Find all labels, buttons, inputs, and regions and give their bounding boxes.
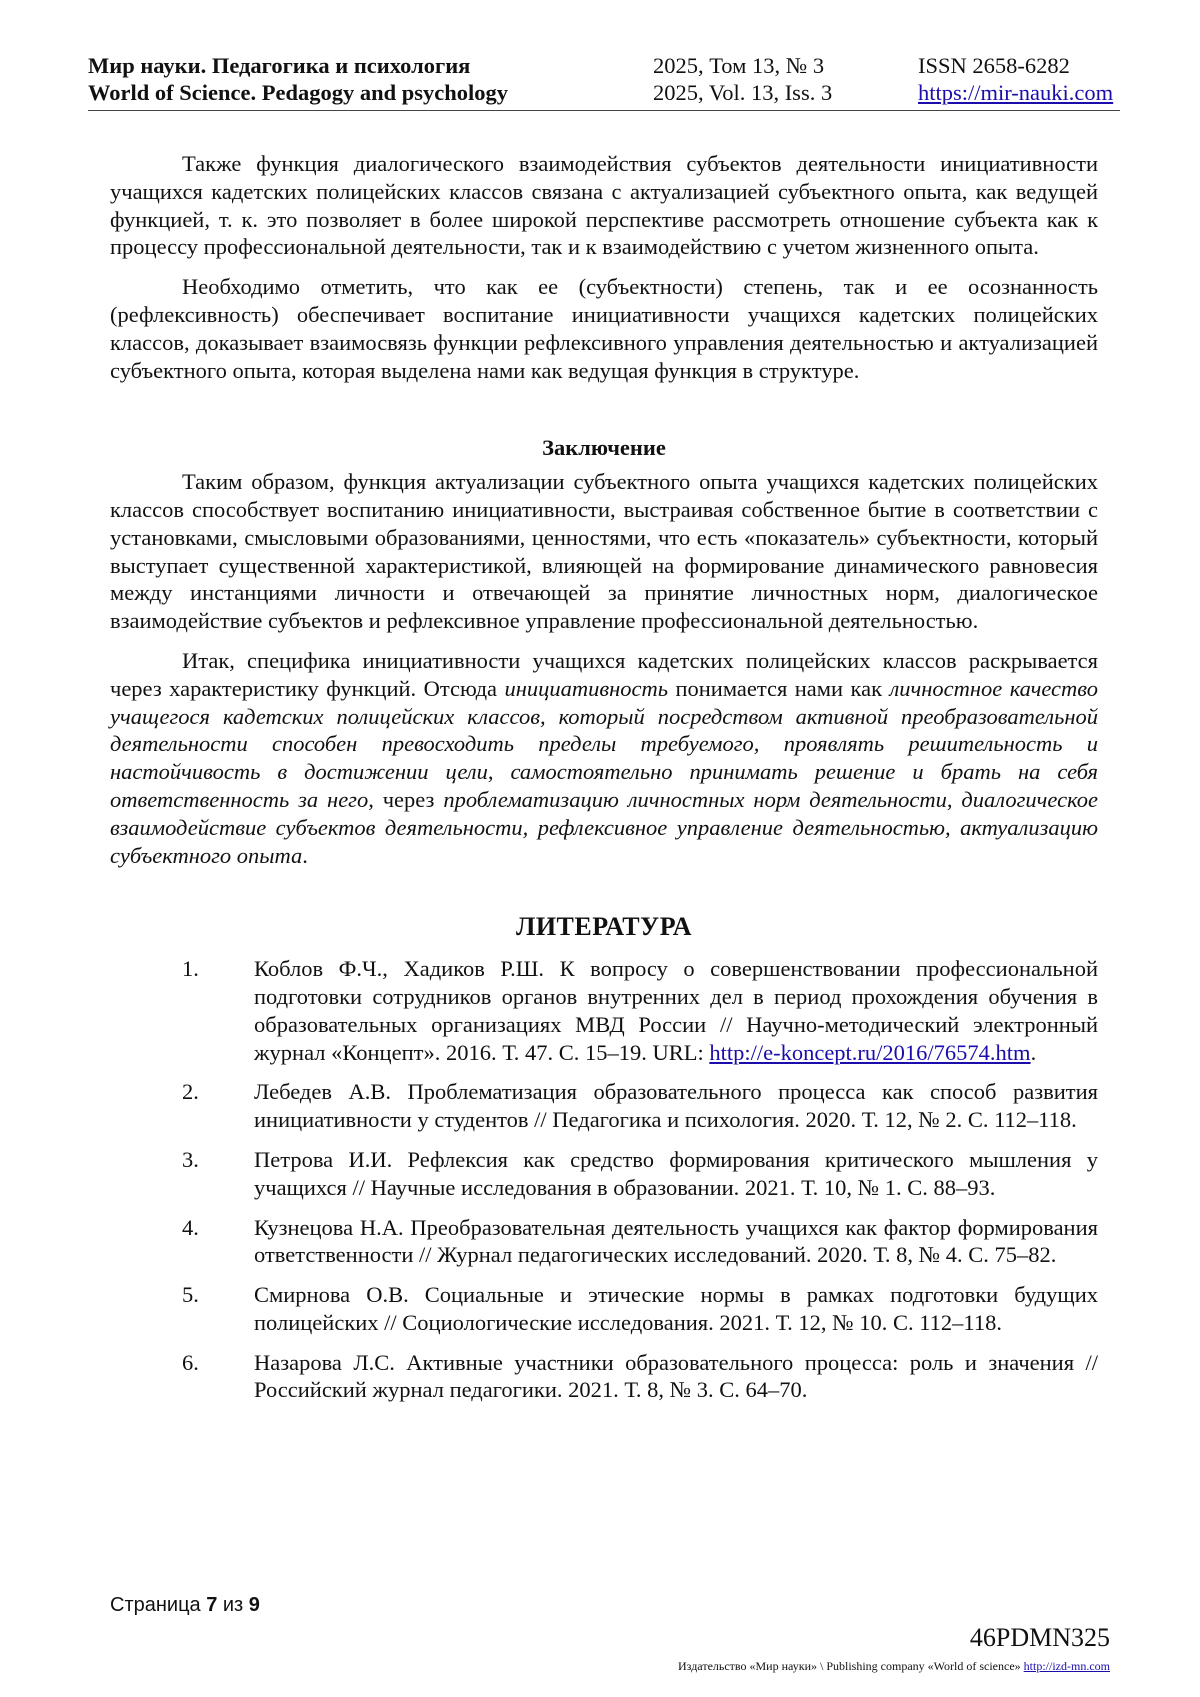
reference-item: [110, 1349, 1098, 1405]
reference-text: Кузнецова Н.А. Преобразовательная деятельность учащихся как фактор формирования ответственности // Журнал педагогических исследований. 2020. Т. 8, № 4. С. 75–82.: [254, 1214, 1098, 1268]
page-middle: из: [217, 1594, 249, 1616]
reference-number: 1.: [182, 956, 199, 982]
reference-number: 3.: [182, 1146, 199, 1172]
page-prefix: Страница: [110, 1594, 207, 1616]
p4-text-a: Итак, специфика инициативности учащихся кадетских полицейских классов раскрывается через характеристику функций. Отсюда: [110, 647, 1098, 701]
reference-item: [110, 1281, 1098, 1337]
issue-ru: 2025, Том 13, № 3: [653, 53, 825, 78]
reference-text-main: Коблов Ф.Ч., Хадиков Р.Ш. К вопросу о совершенствовании профессиональной подготовки сотрудников органов внутренних дел в период прохождения обучения в образовательных организациях МВД России // Научно-методический электронный журнал «Концепт». 2016. Т. 47. С. 15–19. URL:: [254, 956, 1098, 1065]
reference-text: Назарова Л.С. Активные участники образовательного процесса: роль и значения // Российский журнал педагогики. 2021. Т. 8, № 3. С. 64–70.: [254, 1349, 1098, 1403]
reference-item: [110, 1214, 1098, 1270]
reference-item: [110, 1146, 1098, 1202]
paragraph-2: Необходимо отметить, что как ее (субъектности) степень, так и ее осознанность (рефлексивность) обеспечивает воспитание инициативности учащихся кадетских полицейских классов, доказывает взаимосвязь функции рефлексивного управления деятельностью и актуализацией субъектного опыта, которая выделена нами как ведущая функция в структуре.: [110, 274, 1098, 383]
publisher-line: [678, 1659, 1110, 1674]
publisher-link[interactable]: http://izd-mn.com: [1023, 1659, 1110, 1673]
reference-item: [110, 955, 1098, 1066]
paragraph-4: [110, 647, 1098, 869]
journal-site-link[interactable]: https://mir-nauki.com: [918, 80, 1114, 105]
references-title: ЛИТЕРАТУРА: [515, 912, 693, 942]
reference-text: Лебедев А.В. Проблематизация образовательного процесса как способ развития инициативности у студентов // Педагогика и психология. 2020. Т. 12, № 2. С. 112–118.: [254, 1079, 1098, 1133]
p4-text-e: через: [373, 786, 444, 812]
journal-title-ru: Мир науки. Педагогика и психология: [88, 53, 471, 78]
journal-title-en: World of Science. Pedagogy and psychology: [88, 80, 509, 105]
article-body: [110, 150, 1098, 1416]
reference-text: [254, 955, 1098, 1066]
p4-italic-definition: личностное качество учащегося кадетских полицейских классов, который посредством активной преобразовательной деятельности способен превосходить пределы требуемого, проявлять решительность и настойчивость в достижении цели, самостоятельно принимать решение и брать на себя ответственность за него,: [110, 675, 1098, 812]
publisher-text: Издательство «Мир науки» \ Publishing company «World of science»: [678, 1659, 1024, 1673]
journal-header: [88, 52, 1120, 111]
paragraph-3: Таким образом, функция актуализации субъектного опыта учащихся кадетских полицейских классов способствует воспитанию инициативности, выстраивая собственное бытие в соответствии с установками, смысловыми образованиями, ценностями, что есть «показатель» субъектности, который выступает существенной характеристикой, влияющей на формирование динамического равновесия между инстанциями личности и отвечающей за принятие личностных норм, диалогическое взаимодействие субъектов и рефлексивное управление профессиональной деятельностью.: [110, 469, 1098, 634]
reference-text: Петрова И.И. Рефлексия как средство формирования критического мышления у учащихся // Научные исследования в образовании. 2021. Т. 10, № 1. С. 88–93.: [254, 1146, 1098, 1200]
reference-number: 2.: [182, 1079, 199, 1105]
conclusion-heading: Заключение: [542, 435, 666, 461]
page-total: 9: [248, 1594, 260, 1616]
p4-text-c: понимается нами как: [668, 675, 890, 701]
reference-number: 5.: [182, 1282, 199, 1308]
paragraph-1: Также функция диалогического взаимодействия субъектов деятельности инициативности учащихся кадетских полицейских классов связана с актуализацией субъектного опыта, как ведущей функцией, т. к. это позволяет в более широкой перспективе рассмотреть отношение субъекта как к процессу профессиональной деятельности, так и к взаимодействию с учетом жизненного опыта.: [110, 151, 1098, 260]
article-code: 46PDMN325: [969, 1623, 1110, 1652]
page-current: 7: [206, 1594, 218, 1616]
reference-link[interactable]: http://e-koncept.ru/2016/76574.htm: [709, 1039, 1031, 1065]
p4-text-g: .: [302, 842, 308, 868]
issue-en: 2025, Vol. 13, Iss. 3: [653, 80, 833, 105]
reference-text: Смирнова О.В. Социальные и этические нормы в рамках подготовки будущих полицейских // Социологические исследования. 2021. Т. 12, № 10. С. 112–118.: [254, 1282, 1098, 1335]
p4-italic-term: инициативность: [504, 675, 669, 701]
reference-item: [110, 1078, 1098, 1134]
p4-italic-means: проблематизацию личностных норм деятельности, диалогическое взаимодействие субъектов деятельности, рефлексивное управление деятельностью, актуализацию субъектного опыта: [110, 786, 1098, 868]
reference-text-tail: .: [1030, 1039, 1037, 1065]
reference-number: 4.: [182, 1214, 199, 1240]
page-number: [110, 1594, 260, 1617]
issn: ISSN 2658-6282: [918, 53, 1070, 78]
reference-number: 6.: [182, 1349, 199, 1375]
